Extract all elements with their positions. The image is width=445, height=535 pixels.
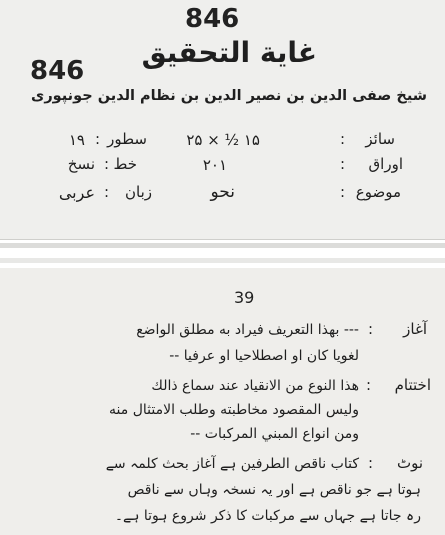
- meta-colon: :: [367, 320, 373, 338]
- section-label-note: نوٹ: [396, 454, 423, 472]
- meta-value-lines: ۱۹: [68, 131, 85, 149]
- opening-line-1: --- بهذا التعريف فيراد به مطلق الواضع: [136, 322, 359, 338]
- meta-label-language: زبان: [124, 183, 152, 201]
- meta-label-folios: اوراق: [368, 155, 403, 173]
- note-line-2: ہوتا ہے جو ناقص ہے اور یہ نسخہ وہاں سے ناقص: [127, 482, 421, 498]
- meta-label-script: خط: [113, 155, 137, 173]
- ending-line-2: وليس المقصود مخاطبته وطلب الامتثال منه: [109, 402, 359, 418]
- card-separator: [0, 258, 445, 263]
- section-label-ending: اختتام: [394, 376, 431, 394]
- meta-value-script: نسخ: [67, 155, 95, 173]
- note-line-3: رہ جاتا ہے جہاں سے مرکبات کا ذکر شروع ہوتا ہے۔: [114, 508, 421, 524]
- meta-label-subject: موضوع: [355, 183, 401, 201]
- meta-colon: :: [339, 183, 345, 201]
- meta-value-subject: نحو: [210, 182, 235, 202]
- ending-line-1: هذا النوع من الانقياد عند سماع ذالك: [151, 378, 359, 394]
- card-separator: [0, 243, 445, 248]
- ending-line-3: ومن انواع المبني المركبات --: [190, 426, 359, 442]
- meta-label-lines: سطور: [107, 130, 147, 148]
- opening-line-2: لغويا كان او اصطلاحيا او عرفيا --: [169, 348, 359, 364]
- meta-colon: :: [94, 130, 100, 148]
- meta-value-language: عربی: [58, 183, 95, 202]
- manuscript-title: غاية التحقيق: [141, 36, 317, 69]
- catalog-card-top: [0, 0, 445, 240]
- meta-colon: :: [365, 376, 371, 394]
- meta-value-size: ۱۵ ½ × ۲۵: [186, 131, 260, 149]
- meta-value-folios: ۲۰۱: [202, 156, 227, 174]
- meta-label-size: سائز: [365, 130, 395, 148]
- catalog-number-left: 846: [30, 56, 85, 86]
- meta-colon: :: [339, 155, 345, 173]
- meta-colon: :: [367, 454, 373, 472]
- section-label-opening: آغاز: [403, 320, 427, 338]
- meta-colon: :: [339, 130, 345, 148]
- page-number: 39: [234, 288, 255, 307]
- catalog-card-bottom: [0, 268, 445, 535]
- meta-colon: :: [103, 183, 109, 201]
- note-line-1: کتاب ناقص الطرفین ہے آغاز بحث کلمہ سے: [105, 456, 359, 472]
- author-line: شیخ صفی الدین بن نصیر الدین بن نظام الدین جونپوری: [31, 88, 427, 104]
- meta-colon: :: [103, 155, 109, 173]
- catalog-number-top: 846: [185, 4, 240, 34]
